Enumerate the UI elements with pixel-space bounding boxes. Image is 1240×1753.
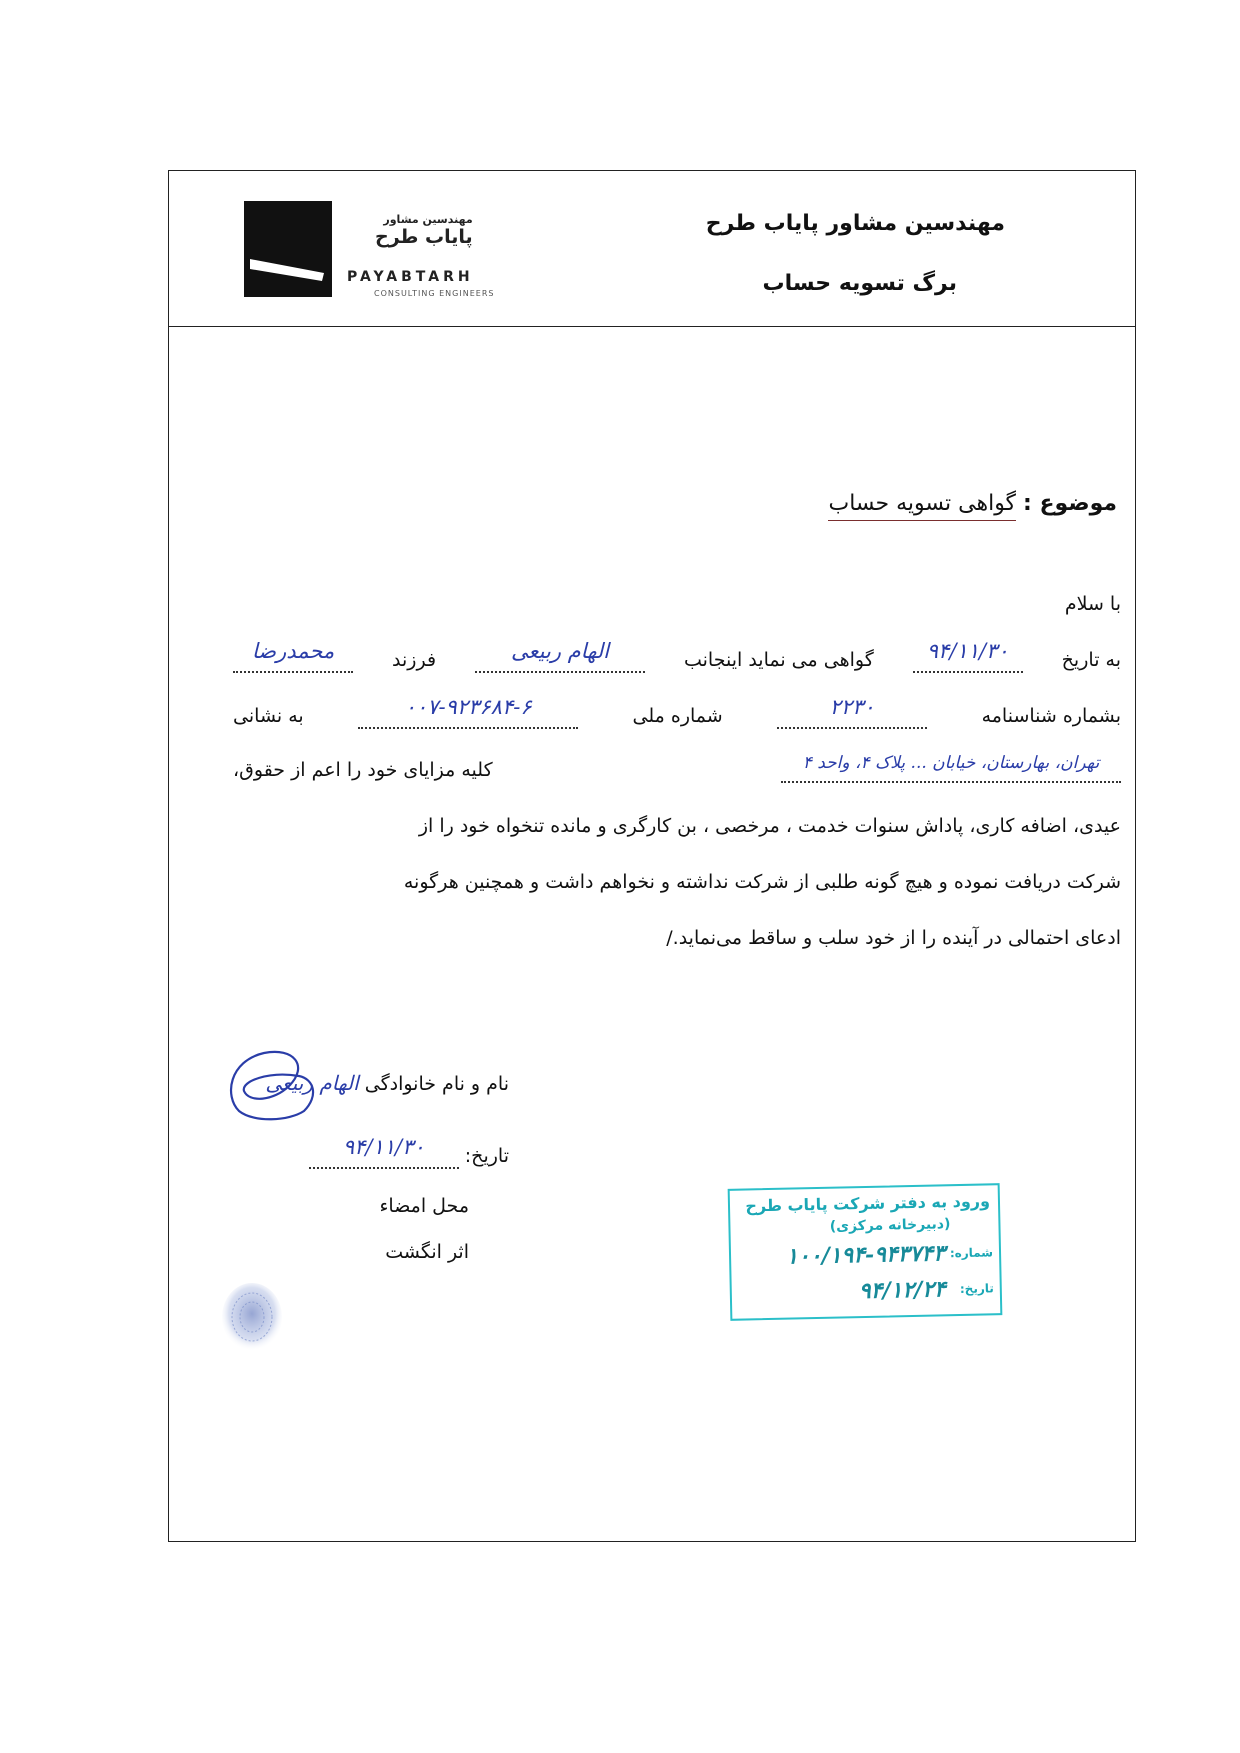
company-logo-icon	[244, 201, 332, 297]
subject-line	[828, 491, 1117, 516]
signed-name-handwritten: الهام ربیعی	[265, 1071, 359, 1095]
name-field	[475, 639, 645, 673]
birth-cert-field	[777, 695, 927, 729]
address-label: به نشانی	[233, 705, 304, 727]
stamp-number-label: شماره:	[949, 1245, 994, 1261]
receipt-stamp	[728, 1183, 1003, 1321]
form-title: برگ تسویه حساب	[762, 271, 957, 296]
logo-english-text: PAYABTARH	[347, 269, 474, 285]
name-handwritten: الهام ربیعی	[511, 639, 609, 663]
signature-date-handwritten: ۹۴/۱۱/۳۰	[342, 1135, 425, 1159]
signature-date-row	[309, 1135, 509, 1169]
stamp-date-value: ۹۴/۱۲/۲۴	[858, 1276, 947, 1305]
full-name-label: نام و نام خانوادگی	[364, 1073, 509, 1095]
subject-label: موضوع :	[1023, 491, 1117, 516]
body-line-5: شرکت دریافت نموده و هیچ گونه طلبی از شرکت نداشته و نخواهم داشت و همچنین هرگونه	[403, 871, 1121, 893]
fingerprint-label: اثر انگشت	[385, 1241, 469, 1263]
logo-fa-small: مهندسین مشاور	[383, 213, 473, 226]
body-line-3	[233, 753, 1121, 783]
logo-english-subtitle: CONSULTING ENGINEERS	[374, 289, 495, 298]
logo-fa-big: پایاب طرح	[375, 226, 473, 248]
address-handwritten: تهران، بهارستان، خیابان ... پلاک ۴، واحد ۴	[802, 753, 1100, 773]
date-handwritten: ۹۴/۱۱/۳۰	[926, 639, 1009, 663]
logo-persian-text	[375, 213, 473, 248]
certify-text: گواهی می نماید اینجانب	[683, 649, 874, 671]
date-prefix: به تاریخ	[1061, 649, 1121, 671]
national-id-handwritten: ۰۰۷-۹۲۳۶۸۴-۶	[404, 695, 532, 719]
national-id-label: شماره ملی	[632, 705, 723, 727]
birth-cert-label: بشماره شناسنامه	[981, 705, 1121, 727]
signature-date-label: تاریخ:	[464, 1145, 509, 1167]
body-line-4: عیدی، اضافه کاری، پاداش سنوات خدمت ، مرخصی ، بن کارگری و مانده تنخواه خود را از	[418, 815, 1121, 837]
father-handwritten: محمدرضا	[251, 639, 335, 663]
stamp-number-value: ۱۰۰/۱۹۴-۹۴۳۷۴۳	[785, 1240, 946, 1270]
signature-scribble-icon	[219, 1041, 329, 1131]
body-line-2	[233, 695, 1121, 729]
child-label: فرزند	[392, 649, 437, 671]
benefits-text: کلیه مزایای خود را اعم از حقوق،	[233, 759, 493, 781]
national-id-field	[358, 695, 578, 729]
subject-value: گواهی تسویه حساب	[828, 491, 1016, 521]
stamp-title: ورود به دفتر شرکت پایاب طرح	[745, 1191, 991, 1216]
body-line-6: ادعای احتمالی در آینده را از خود سلب و ساقط می‌نماید./	[666, 927, 1121, 949]
signature-date-field	[309, 1135, 459, 1169]
fingerprint-icon	[219, 1281, 285, 1359]
settlement-form-frame	[168, 170, 1136, 1542]
sign-place-label: محل امضاء	[379, 1195, 469, 1217]
body-line-1	[233, 639, 1121, 673]
father-field	[233, 639, 353, 673]
company-name: مهندسین مشاور پایاب طرح	[705, 211, 1005, 236]
stamp-subtitle: (دبیرخانه مرکزی)	[829, 1216, 951, 1235]
stamp-date-label: تاریخ:	[959, 1281, 994, 1297]
greeting: با سلام	[1064, 593, 1121, 615]
birth-cert-handwritten: ۲۲۳۰	[829, 695, 875, 719]
address-field	[781, 753, 1121, 783]
header-divider	[169, 326, 1135, 327]
date-field	[913, 639, 1023, 673]
